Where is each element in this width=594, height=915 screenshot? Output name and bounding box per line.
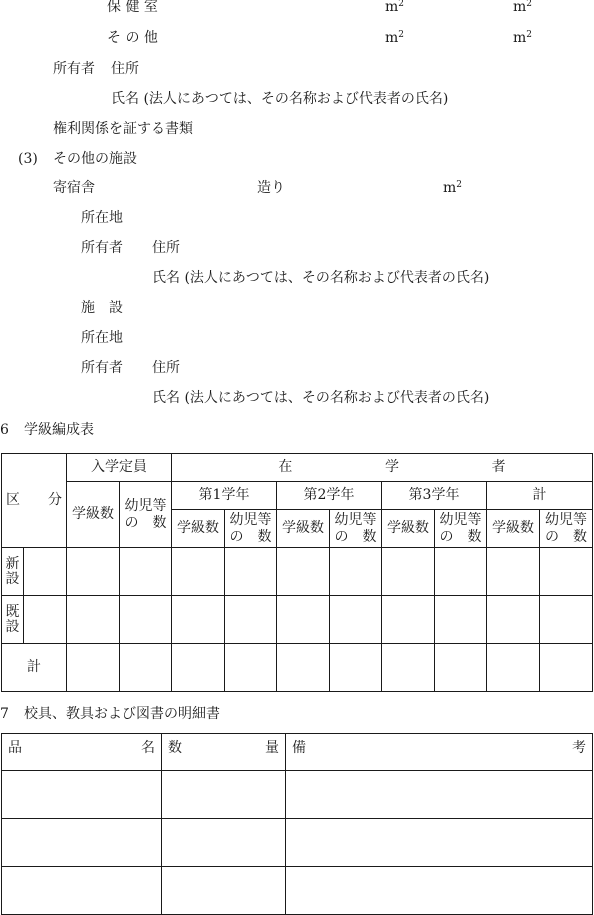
table-cell[interactable] [120,644,172,692]
hoken-room-label: 保 健 室 [107,0,158,15]
facility-owner-label: 所有者 [81,360,123,376]
table-cell[interactable] [382,644,435,692]
enrolled-header: 在 学 者 [172,454,593,482]
year-2-class-count-header: 学級数 [277,510,330,548]
year-2-children-count-header: 幼児等 の 数 [330,510,382,548]
total-class-count-header: 学級数 [487,510,540,548]
class-organization-table [1,453,593,692]
table-cell[interactable] [382,548,435,596]
rights-document-label: 権利関係を証する書類 [53,121,193,137]
facility-label: 施 設 [81,300,123,316]
table-cell[interactable] [225,548,277,596]
table-cell[interactable] [277,596,330,644]
dorm-owner-label: 所有者 [81,240,123,256]
table-cell[interactable] [162,771,286,819]
table-cell[interactable] [67,644,120,692]
table-cell[interactable] [435,548,487,596]
owner-label: 所有者 [53,61,95,77]
table-cell[interactable] [540,596,593,644]
table-cell[interactable] [277,644,330,692]
table-cell[interactable] [67,548,120,596]
table-cell[interactable] [172,644,225,692]
table-cell[interactable] [225,644,277,692]
table-cell[interactable] [120,548,172,596]
section-6-title: 学級編成表 [24,422,94,438]
year-1-children-count-header: 幼児等 の 数 [225,510,277,548]
total-header: 計 [487,482,593,510]
row-label-total: 計 [2,644,67,692]
row-label-existing: 既 設 [2,596,24,644]
table-row [2,867,593,915]
section-3-number: (3) [18,151,38,167]
table-cell[interactable] [225,596,277,644]
kubun-header: 区 分 [2,454,67,548]
table-cell[interactable] [162,867,286,915]
section-3-heading: その他の施設 [53,151,137,167]
table-cell[interactable] [2,819,162,867]
table-cell[interactable] [286,819,593,867]
table-cell[interactable] [330,548,382,596]
table-cell[interactable] [540,548,593,596]
table-cell[interactable] [487,596,540,644]
row-label-blank [24,548,67,596]
table-cell[interactable] [120,596,172,644]
area-unit-hoken-1: $m^2$ [385,0,405,15]
table-cell[interactable] [435,596,487,644]
table-cell[interactable] [286,771,593,819]
table-cell[interactable] [172,548,225,596]
section-7-title: 校具、教具および図書の明細書 [24,706,220,722]
table-cell[interactable] [2,867,162,915]
dorm-owner-address-label: 住所 [152,240,180,256]
equipment-detail-table [1,733,593,915]
table-row [2,596,593,644]
year-1-class-count-header: 学級数 [172,510,225,548]
facility-owner-address-label: 住所 [152,360,180,376]
table-cell[interactable] [435,644,487,692]
table-cell[interactable] [382,596,435,644]
table-cell[interactable] [2,771,162,819]
admission-capacity-header: 入学定員 [67,454,172,482]
dormitory-label: 寄宿舎 [53,180,95,196]
dorm-owner-name-label: 氏名 (法人にあつては、その名称および代表者の氏名) [152,270,490,286]
area-unit-hoken-2: $m^2$ [513,0,533,15]
owner-address-label: 住所 [111,61,139,77]
area-unit-other-2: $m^2$ [513,30,533,46]
area-unit-other-1: $m^2$ [385,30,405,46]
item-name-header: 品 名 [2,734,162,771]
table-cell[interactable] [277,548,330,596]
year-3-header: 第3学年 [382,482,487,510]
year-1-header: 第1学年 [172,482,277,510]
table-cell[interactable] [286,867,593,915]
owner-name-label: 氏名 (法人にあつては、その名称および代表者の氏名) [111,91,449,107]
table-cell[interactable] [162,819,286,867]
table-cell[interactable] [487,548,540,596]
table-row [2,771,593,819]
admission-children-count-header: 幼児等 の 数 [120,482,172,548]
quantity-header: 数 量 [162,734,286,771]
table-cell[interactable] [67,596,120,644]
other-room-label: そ の 他 [107,30,158,46]
remarks-header: 備 考 [286,734,593,771]
section-6-number: 6 [0,422,9,438]
table-cell[interactable] [330,644,382,692]
facility-location-label: 所在地 [81,330,123,346]
dormitory-area-unit: $m^2$ [443,180,463,196]
table-row [2,548,593,596]
table-cell[interactable] [487,644,540,692]
year-3-children-count-header: 幼児等 の 数 [435,510,487,548]
table-row [2,819,593,867]
table-row [2,644,593,692]
dorm-location-label: 所在地 [81,210,123,226]
year-3-class-count-header: 学級数 [382,510,435,548]
table-cell[interactable] [540,644,593,692]
row-label-blank [24,596,67,644]
table-cell[interactable] [172,596,225,644]
construction-label: 造り [257,180,285,196]
table-cell[interactable] [330,596,382,644]
year-2-header: 第2学年 [277,482,382,510]
total-children-count-header: 幼児等 の 数 [540,510,593,548]
admission-class-count-header: 学級数 [67,482,120,548]
row-label-new: 新 設 [2,548,24,596]
facility-owner-name-label: 氏名 (法人にあつては、その名称および代表者の氏名) [152,390,490,406]
section-7-number: 7 [0,706,9,722]
